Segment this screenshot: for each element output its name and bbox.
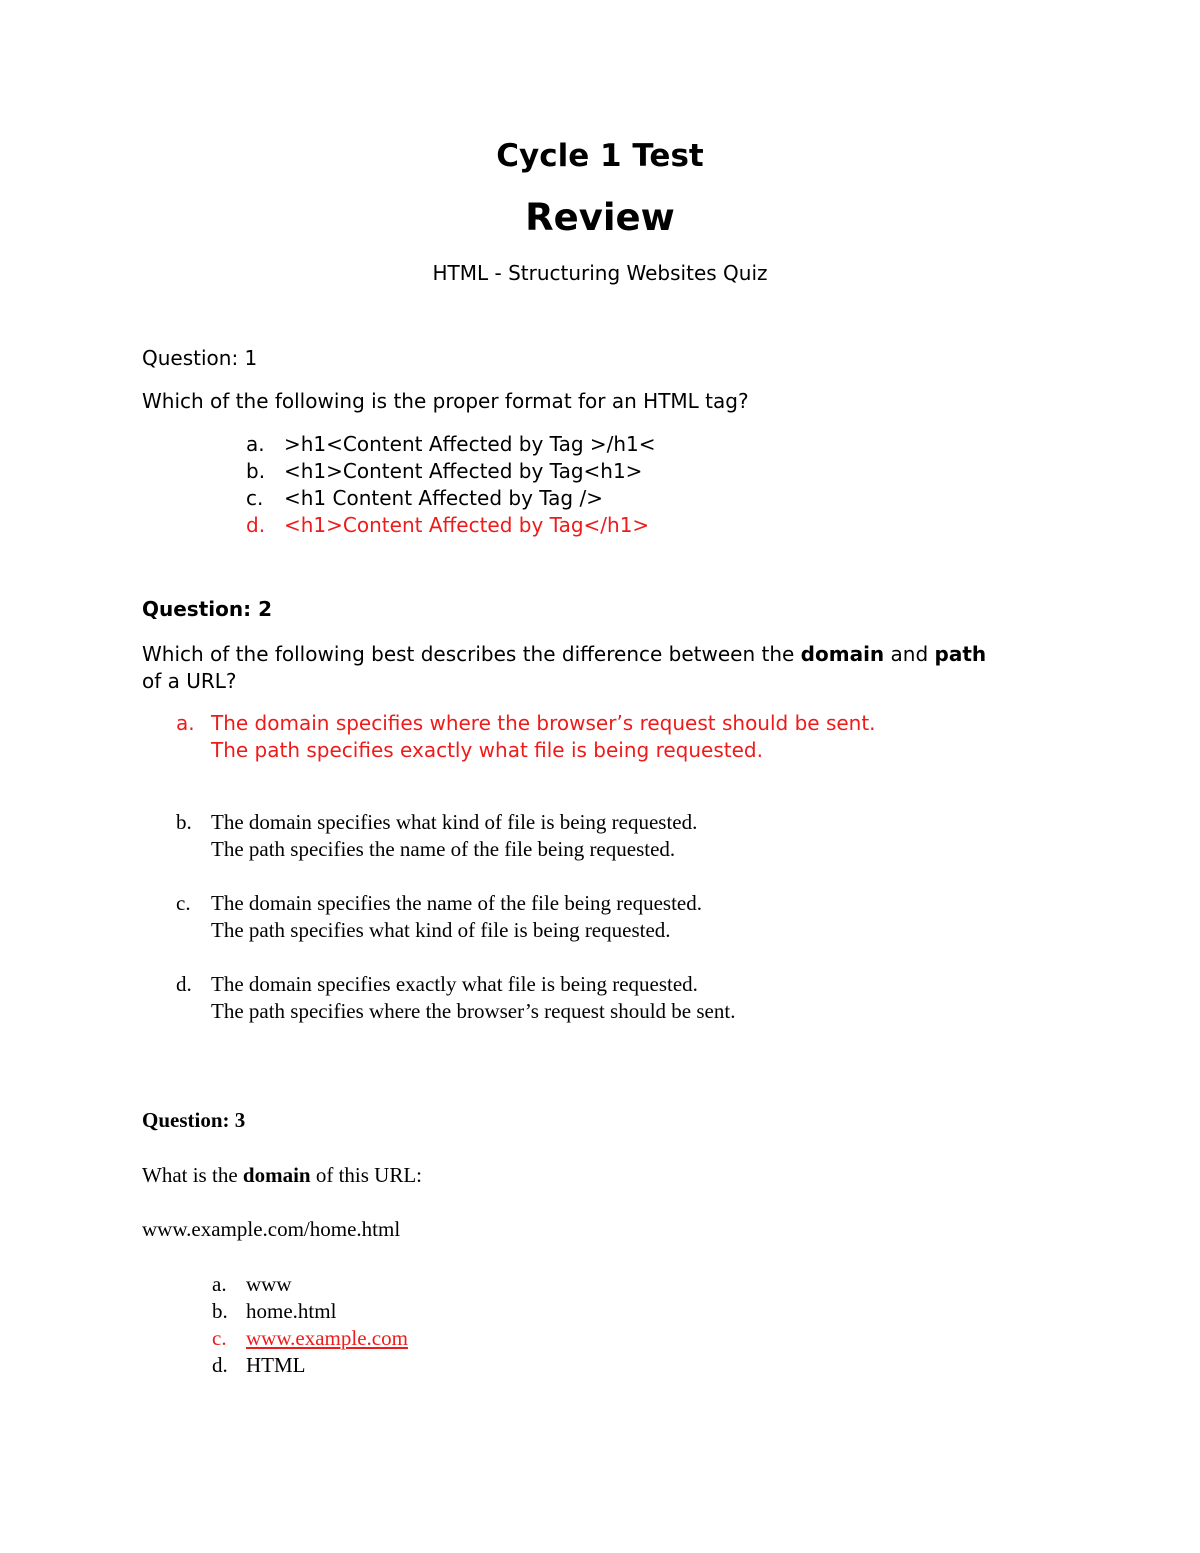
question-keyword-domain: domain bbox=[800, 642, 885, 666]
option-text: >h1<Content Affected by Tag >/h1< bbox=[284, 432, 656, 456]
option-letter: a. bbox=[176, 711, 195, 735]
option-text: <h1>Content Affected by Tag</h1> bbox=[284, 513, 650, 537]
question-text-part: Which of the following best describes the difference between the bbox=[142, 642, 801, 666]
option-letter: c. bbox=[212, 1326, 227, 1350]
option-link-text[interactable]: www.example.com bbox=[246, 1326, 408, 1350]
question-text-part: of this URL: bbox=[310, 1163, 422, 1187]
question-2-option-a-correct bbox=[176, 710, 876, 737]
option-text-line1: The domain specifies exactly what file is being requested. bbox=[211, 972, 698, 996]
question-1-option-d-correct bbox=[246, 512, 649, 539]
question-2-option-b-line2: The path specifies the name of the file being requested. bbox=[211, 837, 676, 861]
question-2-text-line2: of a URL? bbox=[142, 669, 237, 693]
quiz-name: HTML - Structuring Websites Quiz bbox=[432, 261, 768, 285]
question-2-text-line1 bbox=[142, 641, 986, 668]
option-text-line1: The domain specifies where the browser’s request should be sent. bbox=[211, 711, 876, 735]
question-1-text: Which of the following is the proper format for an HTML tag? bbox=[142, 389, 749, 413]
question-3-option-b bbox=[212, 1298, 336, 1325]
question-2-option-d-line2: The path specifies where the browser’s request should be sent. bbox=[211, 999, 736, 1023]
question-2-option-c bbox=[176, 890, 702, 917]
question-keyword-path: path bbox=[934, 642, 987, 666]
option-text: home.html bbox=[246, 1299, 337, 1323]
question-1-option-a bbox=[246, 431, 656, 458]
option-letter: c. bbox=[176, 891, 191, 915]
question-text-part: and bbox=[884, 642, 935, 666]
option-letter: a. bbox=[246, 432, 265, 456]
question-3-text bbox=[142, 1162, 422, 1189]
option-text: www bbox=[246, 1272, 292, 1296]
question-2-option-b bbox=[176, 809, 697, 836]
question-text-part: What is the bbox=[142, 1163, 243, 1187]
option-text-line1: The domain specifies what kind of file is being requested. bbox=[211, 810, 698, 834]
question-2-label: Question: 2 bbox=[142, 597, 272, 621]
option-letter: d. bbox=[246, 513, 266, 537]
question-3-url: www.example.com/home.html bbox=[142, 1217, 401, 1241]
option-letter: a. bbox=[212, 1272, 227, 1296]
document-subtitle: Review bbox=[525, 196, 675, 239]
document-title: Cycle 1 Test bbox=[496, 138, 704, 174]
question-3-option-d bbox=[212, 1352, 306, 1379]
option-letter: b. bbox=[212, 1299, 228, 1323]
question-2-option-a-line2: The path specifies exactly what file is being requested. bbox=[211, 738, 763, 762]
question-keyword-domain: domain bbox=[242, 1163, 311, 1187]
question-3-option-c-correct bbox=[212, 1325, 408, 1352]
option-text: <h1 Content Affected by Tag /> bbox=[284, 486, 603, 510]
option-letter: d. bbox=[176, 972, 192, 996]
option-letter: b. bbox=[176, 810, 192, 834]
option-text: HTML bbox=[246, 1353, 306, 1377]
question-1-label: Question: 1 bbox=[142, 346, 258, 370]
option-letter: d. bbox=[212, 1353, 228, 1377]
question-1-option-c bbox=[246, 485, 603, 512]
question-3-label: Question: 3 bbox=[142, 1108, 246, 1132]
question-2-option-d bbox=[176, 971, 698, 998]
option-letter: c. bbox=[246, 486, 264, 510]
question-1-option-b bbox=[246, 458, 642, 485]
option-text-line1: The domain specifies the name of the file being requested. bbox=[211, 891, 702, 915]
option-text: <h1>Content Affected by Tag<h1> bbox=[284, 459, 643, 483]
option-letter: b. bbox=[246, 459, 266, 483]
question-3-option-a bbox=[212, 1271, 292, 1298]
question-2-option-c-line2: The path specifies what kind of file is being requested. bbox=[211, 918, 671, 942]
